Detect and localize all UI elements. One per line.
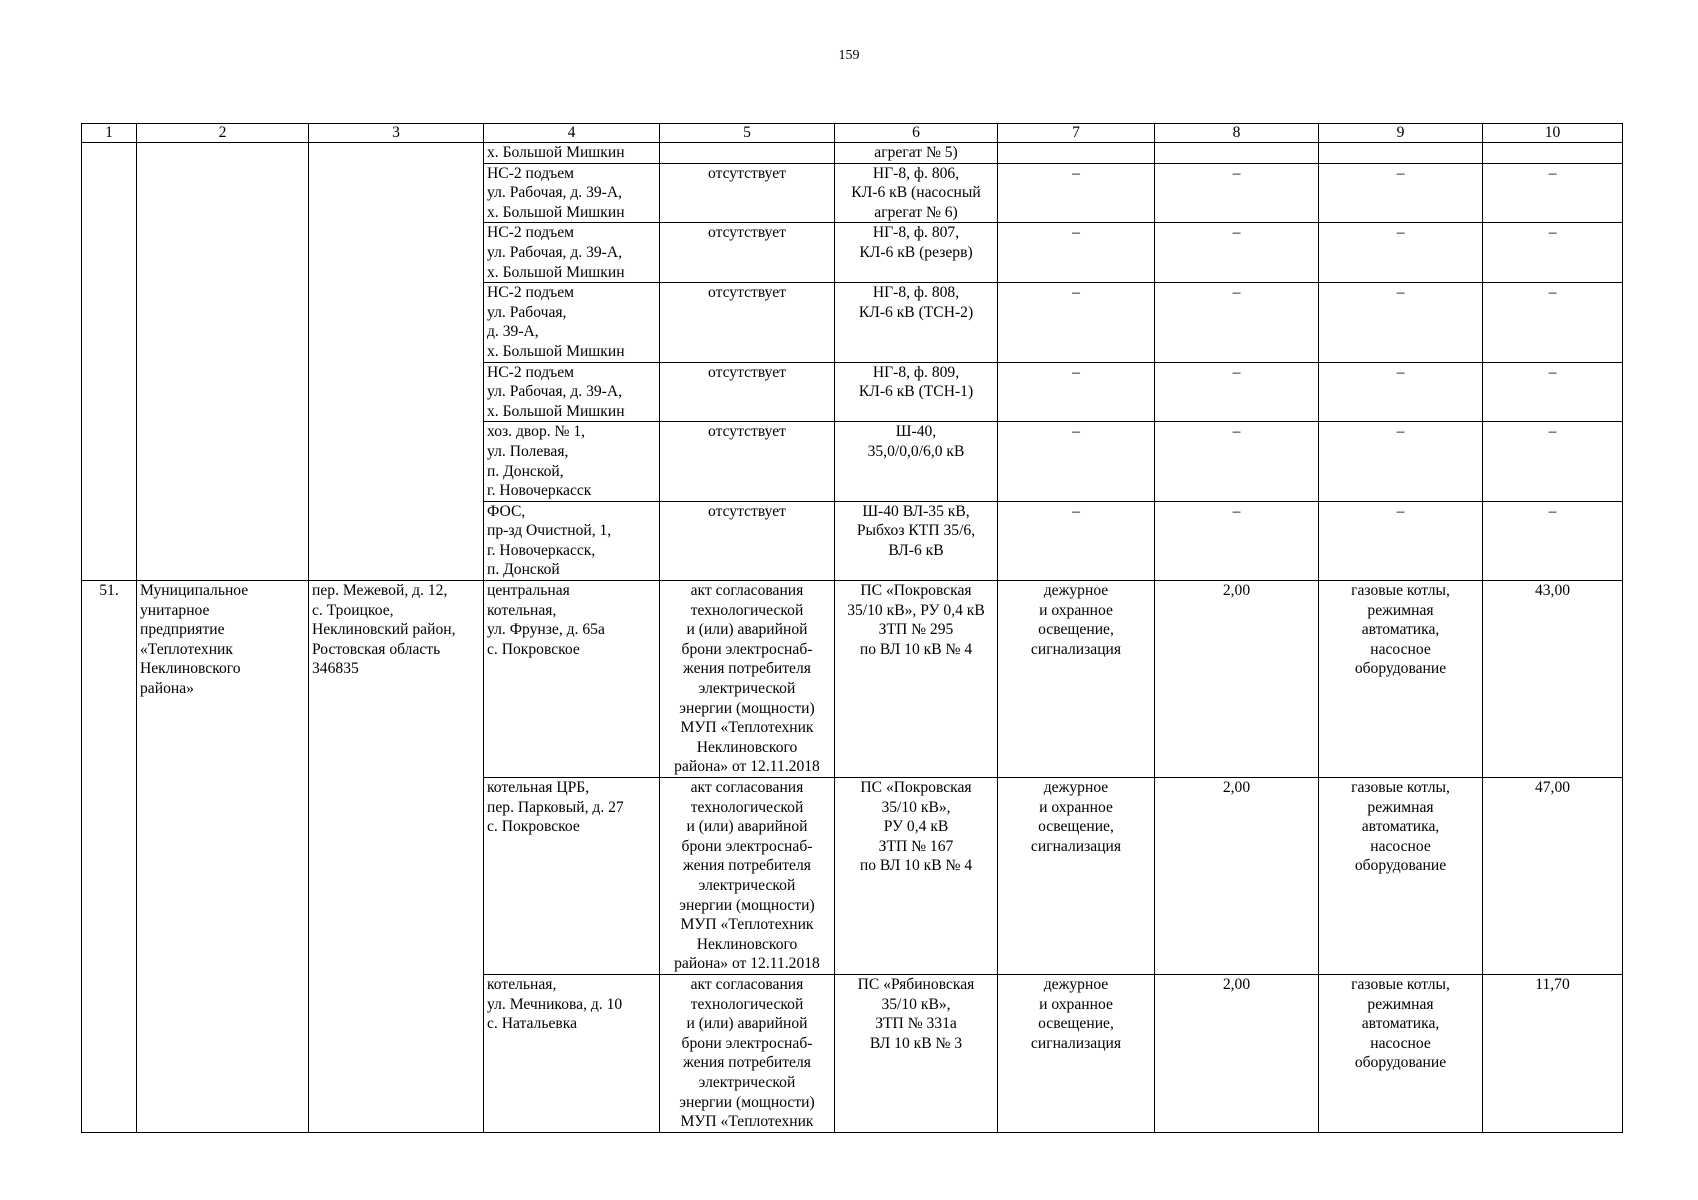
power-source-cell: Ш-40, 35,0/0,0/6,0 кВ: [835, 422, 998, 501]
equipment-cell: [998, 143, 1155, 164]
value-cell: 43,00: [1483, 581, 1623, 778]
dash-cell: –: [1319, 501, 1483, 580]
object-location-cell: ФОС, пр-зд Очистной, 1, г. Новочеркасск, п. Донской: [484, 501, 660, 580]
object-location-cell: х. Большой Мишкин: [484, 143, 660, 164]
dash-cell: –: [998, 362, 1155, 422]
dash-cell: –: [1319, 283, 1483, 362]
page-number: 159: [838, 48, 860, 63]
dash-cell: –: [1319, 422, 1483, 501]
column-header: 10: [1483, 124, 1623, 143]
equipment-cell: дежурное и охранное освещение, сигнализация: [998, 778, 1155, 975]
power-source-cell: Ш-40 ВЛ-35 кВ, Рыбхоз КТП 35/6, ВЛ-6 кВ: [835, 501, 998, 580]
document-cell: [660, 143, 835, 164]
document-cell: отсутствует: [660, 501, 835, 580]
power-source-cell: ПС «Покровская 35/10 кВ», РУ 0,4 кВ ЗТП № 295 по ВЛ 10 кВ № 4: [835, 581, 998, 778]
value-cell: 2,00: [1155, 581, 1319, 778]
equipment-cell: дежурное и охранное освещение, сигнализация: [998, 581, 1155, 778]
dash-cell: –: [998, 283, 1155, 362]
dash-cell: –: [1155, 223, 1319, 283]
dash-cell: –: [1483, 362, 1623, 422]
dash-cell: –: [1483, 283, 1623, 362]
document-cell: акт согласования технологической и (или) аварийной брони электроснаб- жения потребителя электрической энергии (мощности) МУП «Теплотехник: [660, 974, 835, 1132]
equipment-list-cell: [1319, 143, 1483, 164]
value-cell: 47,00: [1483, 778, 1623, 975]
value-cell: [1483, 143, 1623, 164]
column-header: 4: [484, 124, 660, 143]
value-cell: 2,00: [1155, 974, 1319, 1132]
dash-cell: –: [1155, 283, 1319, 362]
column-header: 2: [137, 124, 309, 143]
dash-cell: –: [1155, 422, 1319, 501]
power-source-cell: НГ-8, ф. 808, КЛ-6 кВ (ТСН-2): [835, 283, 998, 362]
object-location-cell: хоз. двор. № 1, ул. Полевая, п. Донской, г. Новочеркасск: [484, 422, 660, 501]
table-row: [82, 143, 1623, 164]
table-row: [82, 581, 1623, 778]
document-cell: отсутствует: [660, 422, 835, 501]
power-source-cell: НГ-8, ф. 809, КЛ-6 кВ (ТСН-1): [835, 362, 998, 422]
entry-number-cell: 51.: [82, 581, 137, 1133]
value-cell: 11,70: [1483, 974, 1623, 1132]
dash-cell: –: [1319, 223, 1483, 283]
equipment-list-cell: газовые котлы, режимная автоматика, насосное оборудование: [1319, 974, 1483, 1132]
address-cell: [309, 143, 484, 581]
organization-cell: [137, 143, 309, 581]
object-location-cell: центральная котельная, ул. Фрунзе, д. 65а с. Покровское: [484, 581, 660, 778]
document-cell: отсутствует: [660, 283, 835, 362]
dash-cell: –: [998, 501, 1155, 580]
value-cell: [1155, 143, 1319, 164]
object-location-cell: НС-2 подъем ул. Рабочая, д. 39-А, х. Большой Мишкин: [484, 223, 660, 283]
dash-cell: –: [1483, 163, 1623, 223]
dash-cell: –: [1483, 501, 1623, 580]
column-number-row: [82, 124, 1623, 143]
power-source-cell: ПС «Рябиновская 35/10 кВ», ЗТП № 331а ВЛ 10 кВ № 3: [835, 974, 998, 1132]
column-header: 5: [660, 124, 835, 143]
power-source-cell: НГ-8, ф. 806, КЛ-6 кВ (насосный агрегат № 6): [835, 163, 998, 223]
dash-cell: –: [1155, 163, 1319, 223]
object-location-cell: НС-2 подъем ул. Рабочая, д. 39-А, х. Большой Мишкин: [484, 163, 660, 223]
power-source-cell: НГ-8, ф. 807, КЛ-6 кВ (резерв): [835, 223, 998, 283]
object-location-cell: котельная, ул. Мечникова, д. 10 с. Натальевка: [484, 974, 660, 1132]
dash-cell: –: [998, 163, 1155, 223]
document-cell: акт согласования технологической и (или) аварийной брони электроснаб- жения потребителя электрической энергии (мощности) МУП «Теплотехник Неклиновского района» от 12.11.2018: [660, 778, 835, 975]
column-header: 1: [82, 124, 137, 143]
dash-cell: –: [1483, 223, 1623, 283]
organization-cell: Муниципальное унитарное предприятие «Теплотехник Неклиновского района»: [137, 581, 309, 1133]
document-cell: отсутствует: [660, 362, 835, 422]
entry-number-cell: [82, 143, 137, 581]
equipment-list-cell: газовые котлы, режимная автоматика, насосное оборудование: [1319, 778, 1483, 975]
dash-cell: –: [1319, 163, 1483, 223]
value-cell: 2,00: [1155, 778, 1319, 975]
document-cell: отсутствует: [660, 163, 835, 223]
equipment-list-cell: газовые котлы, режимная автоматика, насосное оборудование: [1319, 581, 1483, 778]
registry-table: [81, 123, 1623, 1133]
dash-cell: –: [1319, 362, 1483, 422]
power-source-cell: ПС «Покровская 35/10 кВ», РУ 0,4 кВ ЗТП № 167 по ВЛ 10 кВ № 4: [835, 778, 998, 975]
document-cell: отсутствует: [660, 223, 835, 283]
column-header: 8: [1155, 124, 1319, 143]
object-location-cell: НС-2 подъем ул. Рабочая, д. 39-А, х. Большой Мишкин: [484, 283, 660, 362]
dash-cell: –: [1155, 362, 1319, 422]
column-header: 3: [309, 124, 484, 143]
dash-cell: –: [1483, 422, 1623, 501]
document-cell: акт согласования технологической и (или) аварийной брони электроснаб- жения потребителя электрической энергии (мощности) МУП «Теплотехник Неклиновского района» от 12.11.2018: [660, 581, 835, 778]
column-header: 6: [835, 124, 998, 143]
power-source-cell: агрегат № 5): [835, 143, 998, 164]
object-location-cell: котельная ЦРБ, пер. Парковый, д. 27 с. Покровское: [484, 778, 660, 975]
object-location-cell: НС-2 подъем ул. Рабочая, д. 39-А, х. Большой Мишкин: [484, 362, 660, 422]
column-header: 9: [1319, 124, 1483, 143]
dash-cell: –: [998, 223, 1155, 283]
dash-cell: –: [998, 422, 1155, 501]
equipment-cell: дежурное и охранное освещение, сигнализация: [998, 974, 1155, 1132]
address-cell: пер. Межевой, д. 12, с. Троицкое, Неклиновский район, Ростовская область 346835: [309, 581, 484, 1133]
column-header: 7: [998, 124, 1155, 143]
dash-cell: –: [1155, 501, 1319, 580]
